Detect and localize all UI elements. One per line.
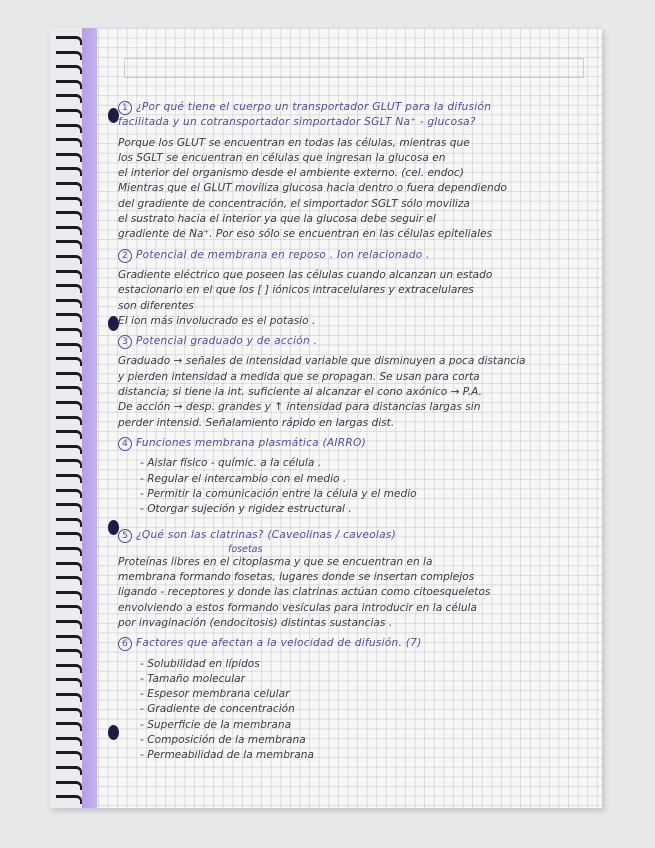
- section-1: [118, 100, 600, 243]
- section-4: [118, 436, 600, 517]
- spiral-coil: [56, 591, 82, 600]
- section-3: [118, 334, 600, 431]
- bullet-item: - Otorgar sujeción y rigidez estructural .: [140, 503, 352, 516]
- spiral-coil: [56, 343, 82, 352]
- question-text: Funciones membrana plasmática (AIRRO): [136, 436, 366, 449]
- section-number: 5: [118, 529, 132, 543]
- spiral-coil: [56, 284, 82, 293]
- spiral-coil: [56, 635, 82, 644]
- spiral-coil: [56, 65, 82, 74]
- question-text: Potencial graduado y de acción .: [136, 335, 318, 348]
- spiral-coil: [56, 255, 82, 264]
- section-5: [118, 528, 600, 631]
- spiral-coil: [56, 532, 82, 541]
- spiral-coil: [56, 722, 82, 731]
- answer-line: estacionario en el que los [ ] iónicos intracelulares y extracelulares: [118, 284, 474, 297]
- spiral-coil: [56, 474, 82, 483]
- answer-line: son diferentes: [118, 299, 194, 312]
- bullet-item: - Espesor membrana celular: [140, 688, 290, 701]
- section-number: 4: [118, 437, 132, 451]
- notebook-page: [50, 28, 602, 808]
- spiral-coil: [56, 751, 82, 760]
- spiral-coil: [56, 430, 82, 439]
- question-text: Potencial de membrana en reposo . Ion relacionado .: [136, 248, 430, 261]
- answer-line: del gradiente de concentración, el simportador SGLT sólo moviliza: [118, 197, 470, 210]
- answer-line: y pierden intensidad a medida que se propagan. Se usan para corta: [118, 370, 480, 383]
- spiral-coil: [56, 36, 82, 45]
- spiral-coil: [56, 138, 82, 147]
- spiral-coil: [56, 270, 82, 279]
- question-text: ¿Por qué tiene el cuerpo un transportador GLUT para la difusión: [136, 101, 492, 113]
- answer-line: ligando - receptores y donde las clatrinas actúan como citoesqueletos: [118, 586, 491, 599]
- section-2: [118, 248, 600, 329]
- spiral-coil: [56, 80, 82, 89]
- section-number: 1: [118, 101, 132, 115]
- bullet-item: - Gradiente de concentración: [140, 703, 295, 716]
- spiral-coil: [56, 299, 82, 308]
- spiral-coil: [56, 124, 82, 133]
- question-text: ¿Qué son las clatrinas? (Caveolinas / caveolas): [136, 529, 397, 542]
- question-1: [118, 100, 600, 115]
- spiral-coil: [56, 664, 82, 673]
- spiral-coil: [56, 708, 82, 717]
- spiral-coil: [56, 94, 82, 103]
- spiral-coil: [56, 489, 82, 498]
- header-box: [124, 58, 584, 78]
- question-text: Factores que afectan a la velocidad de difusión. (7): [136, 637, 422, 650]
- section-number: 6: [118, 637, 132, 651]
- bullet-item: - Superficie de la membrana: [140, 718, 292, 731]
- section-number: 2: [118, 249, 132, 263]
- answer-line: De acción → desp. grandes y ↑ intensidad para distancias largas sin: [118, 401, 481, 414]
- bullet-item: - Tamaño molecular: [140, 672, 246, 685]
- spiral-coil: [56, 182, 82, 191]
- spiral-coil: [56, 401, 82, 410]
- spiral-coil: [56, 576, 82, 585]
- section-number: 3: [118, 335, 132, 349]
- answer-line: Proteínas libres en el citoplasma y que se encuentran en la: [118, 555, 433, 568]
- answer-line: por invaginación (endocitosis) distintas sustancias .: [118, 616, 393, 629]
- answer-line: el interior del organismo desde el ambiente externo. (cel. endoc): [118, 167, 464, 180]
- spiral-coil: [56, 781, 82, 790]
- answer-line: Mientras que el GLUT moviliza glucosa hacia dentro o fuera dependiendo: [118, 182, 507, 195]
- spiral-coil: [56, 357, 82, 366]
- spiral-coil: [56, 445, 82, 454]
- question-2: [118, 248, 600, 263]
- spiral-coil: [56, 211, 82, 220]
- bullet-item: - Regular el intercambio con el medio .: [140, 472, 347, 485]
- bullet-item: - Permeabilidad de la membrana: [140, 749, 314, 762]
- spiral-coil: [56, 51, 82, 60]
- answer-line: gradiente de Na⁺. Por eso sólo se encuentran en las células epiteliales: [118, 228, 493, 241]
- bullet-item: - Aislar físico - químic. a la célula .: [140, 457, 322, 470]
- bullet-item: - Composición de la membrana: [140, 733, 306, 746]
- spiral-coil: [56, 620, 82, 629]
- spiral-coil: [56, 328, 82, 337]
- spiral-coil: [56, 416, 82, 425]
- spiral-coil: [56, 737, 82, 746]
- spiral-coil: [56, 693, 82, 702]
- answer-line: Graduado → señales de intensidad variable que disminuyen a poca distancia: [118, 355, 526, 368]
- spiral-coil: [56, 226, 82, 235]
- bullet-item: - Solubilidad en lípidos: [140, 657, 260, 670]
- spiral-coil: [56, 372, 82, 381]
- question-5-annotation: fosetas: [228, 543, 263, 555]
- purple-margin-band: [82, 28, 97, 808]
- answer-line: El ion más involucrado es el potasio .: [118, 314, 316, 327]
- answer-line: distancia; si tiene la int. suficiente al alcanzar el cono axónico → P.A.: [118, 386, 482, 399]
- spiral-coil: [56, 386, 82, 395]
- question-6: [118, 636, 600, 651]
- answer-line: envolviendo a estos formando vesículas para introducir en la célula: [118, 601, 477, 614]
- spiral-coil: [56, 197, 82, 206]
- question-1-cont: facilitada y un cotransportador simportador SGLT Na⁺ - glucosa?: [118, 116, 476, 129]
- spiral-coil: [56, 766, 82, 775]
- answer-line: el sustrato hacia el interior ya que la glucosa debe seguir el: [118, 213, 436, 226]
- spiral-coil: [56, 109, 82, 118]
- spiral-coil: [56, 547, 82, 556]
- spiral-coil: [56, 649, 82, 658]
- question-4: [118, 436, 600, 451]
- answer-line: Porque los GLUT se encuentran en todas las células, mientras que: [118, 136, 470, 149]
- spiral-coil: [56, 518, 82, 527]
- spiral-coil: [56, 605, 82, 614]
- notes-content: [118, 100, 600, 764]
- spiral-coil: [56, 240, 82, 249]
- spiral-coil: [56, 459, 82, 468]
- spiral-coil: [56, 678, 82, 687]
- question-3: [118, 334, 600, 349]
- spiral-coil: [56, 503, 82, 512]
- answer-line: Gradiente eléctrico que poseen las células cuando alcanzan un estado: [118, 268, 493, 281]
- spiral-coil: [56, 313, 82, 322]
- answer-line: perder intensid. Señalamiento rápido en largas dist.: [118, 416, 395, 429]
- spiral-coil: [56, 167, 82, 176]
- spiral-coil: [56, 795, 82, 804]
- spiral-coil: [56, 153, 82, 162]
- answer-line: los SGLT se encuentran en células que ingresan la glucosa en: [118, 151, 446, 164]
- bullet-item: - Permitir la comunicación entre la célula y el medio: [140, 487, 417, 500]
- question-5: [118, 528, 600, 543]
- section-6: [118, 636, 600, 763]
- spiral-coil: [56, 562, 82, 571]
- answer-line: membrana formando fosetas, lugares donde se insertan complejos: [118, 571, 475, 584]
